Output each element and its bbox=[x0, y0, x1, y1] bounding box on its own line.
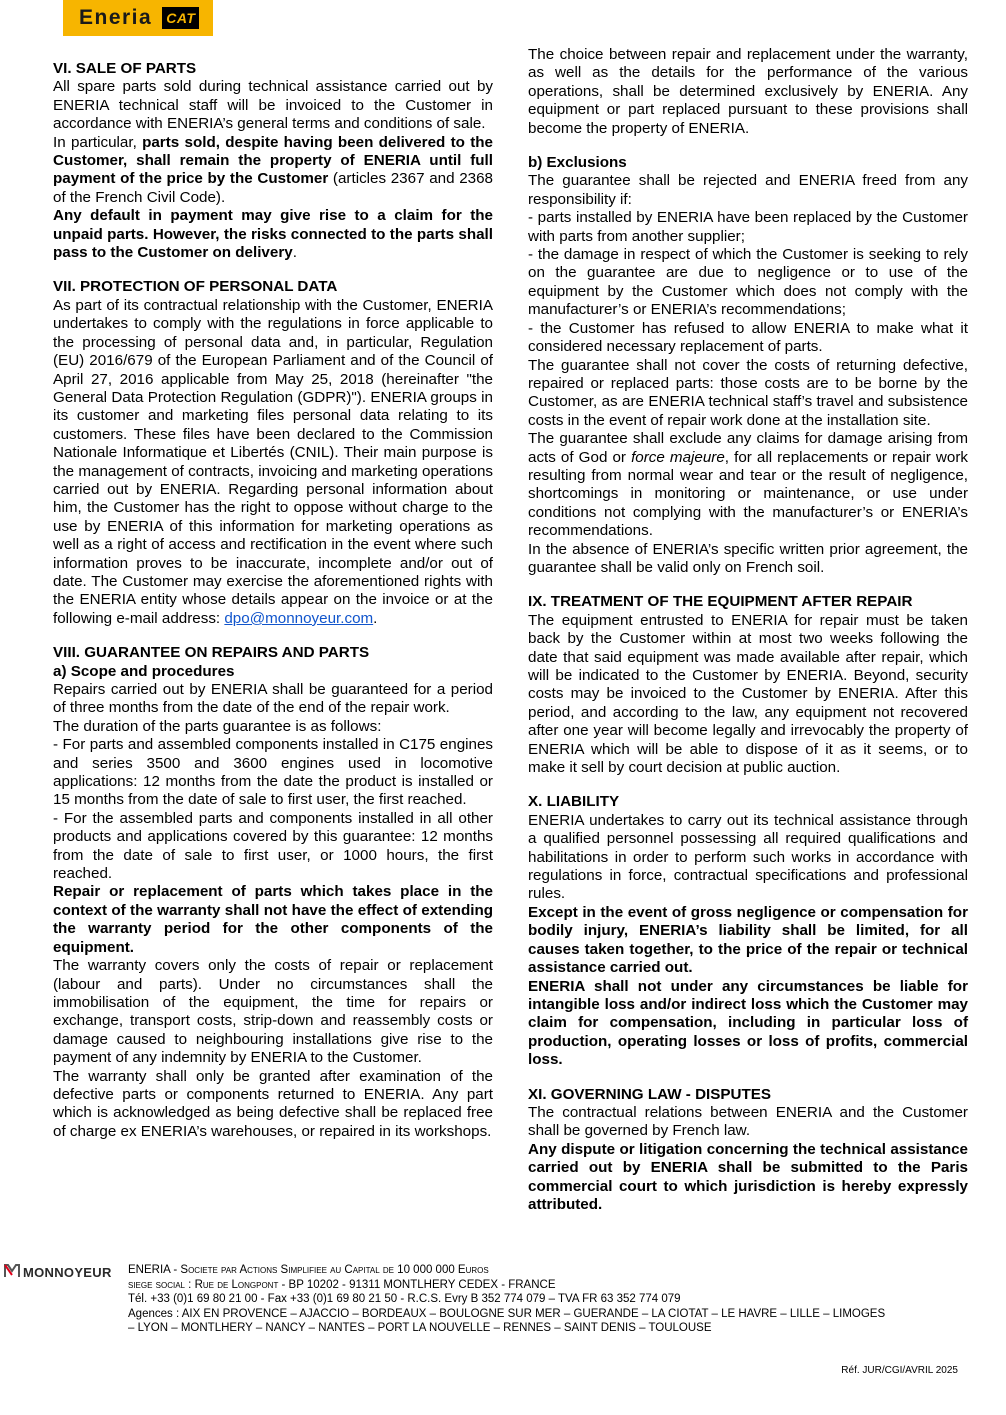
dpo-email-link[interactable]: dpo@monnoyeur.com bbox=[224, 609, 374, 627]
section-viii-b-subtitle: b) Exclusions bbox=[528, 154, 627, 172]
section-vii-title: VII. PROTECTION OF PERSONAL DATA bbox=[53, 278, 338, 296]
monnoyeur-logo bbox=[4, 1264, 112, 1281]
section-viii-paragraph: The warranty shall only be granted after examination of the defective parts or components returned to ENERIA. Any part which is acknowledged as being defective shall be replaced free of charge ex ENERIA’s warehouses, or repaired in its workshops. bbox=[53, 1067, 493, 1140]
monnoyeur-wordmark: MONNOYEUR bbox=[23, 1265, 112, 1280]
section-viii-paragraph: Repairs carried out by ENERIA shall be guaranteed for a period of three months from the date of the end of the repair work. bbox=[53, 681, 493, 717]
section-viii-paragraph: The choice between repair and replacement under the warranty, as well as the details for the performance of the various operations, shall be determined exclusively by ENERIA. Any equipment or part replaced pursuant to these provisions shall become the property of ENERIA. bbox=[528, 46, 968, 137]
section-ix-title: IX. TREATMENT OF THE EQUIPMENT AFTER REPAIR bbox=[528, 593, 913, 611]
eneria-cat-logo bbox=[63, 0, 213, 36]
section-vi-paragraph: All spare parts sold during technical assistance carried out by ENERIA technical staff will be invoiced to the Customer in accordance with ENERIA’s general terms and conditions of sale. bbox=[53, 78, 493, 133]
footer-company-info bbox=[128, 1263, 968, 1336]
section-x-paragraph: ENERIA undertakes to carry out its technical assistance through a qualified personnel possessing all required qualifications and habilitations in order to perform such works in accordance with regulations in force, contractual specifications and professional rules. bbox=[528, 811, 968, 903]
left-column bbox=[53, 60, 493, 1141]
exclusions-paragraph: - the damage in respect of which the Customer is seeking to rely on the guarantee are due to negligence or to use of the equipment by the Customer which does not comply with the manufacturer’s or ENERIA’s recommendations; bbox=[528, 246, 968, 319]
exclusions-paragraph: The guarantee shall be rejected and ENERIA freed from any responsibility if: bbox=[528, 172, 968, 208]
section-xi-title: XI. GOVERNING LAW - DISPUTES bbox=[528, 1085, 772, 1103]
section-viii-paragraph: The duration of the parts guarantee is as follows: bbox=[53, 717, 382, 735]
footer-line: ENERIA - Societe par Actions Simplifiee au Capital de 10 000 000 Euros bbox=[128, 1264, 489, 1276]
section-vi-paragraph: Any default in payment may give rise to a claim for the unpaid parts. However, the risks connected to the parts shall pass to the Customer on delivery. bbox=[53, 207, 493, 262]
section-vi-title: VI. SALE OF PARTS bbox=[53, 60, 197, 77]
cat-badge: CAT bbox=[162, 7, 199, 29]
footer-line: Agences : AIX EN PROVENCE – AJACCIO – BORDEAUX – BOULOGNE SUR MER – GUERANDE – LA CIOTAT – LE HAVRE – LILLE – LIMOGES bbox=[128, 1307, 886, 1320]
section-viii-a-subtitle: a) Scope and procedures bbox=[53, 662, 235, 680]
section-xi-paragraph: The contractual relations between ENERIA and the Customer shall be governed by French law. bbox=[528, 1103, 968, 1140]
section-x-paragraph: Except in the event of gross negligence or compensation for bodily injury, ENERIA’s liability shall be limited, for all causes taken together, to the price of the repair or technical assistance carried out. bbox=[528, 903, 968, 977]
exclusions-paragraph: The guarantee shall not cover the costs of returning defective, repaired or replaced parts: those costs are to be borne by the Customer, as are ENERIA technical staff’s travel and subsistence costs in the event of repair work done at the installation site. bbox=[528, 356, 968, 429]
footer-line: – LYON – MONTLHERY – NANCY – NANTES – PORT LA NOUVELLE – RENNES – SAINT DENIS – TOULOUSE bbox=[128, 1322, 712, 1335]
section-vi-paragraph: In particular, parts sold, despite having been delivered to the Customer, shall remain the property of ENERIA until full payment of the price by the Customer (articles 2367 and 2368 of the French Civil Code). bbox=[53, 133, 493, 206]
section-ix-paragraph: The equipment entrusted to ENERIA for repair must be taken back by the Customer within at most two weeks following the date that said equipment was made available after repair, which will be indicated to the Customer by ENERIA. Beyond, security costs may be invoiced to the Customer by ENERIA. After this period, and according to the law, any equipment not recovered after one year will become legally and irrevocably the property of ENERIA which will be able to dispose of it as it seems, or to make it sell by court decision at public auction. bbox=[528, 611, 968, 777]
eneria-wordmark: Eneria bbox=[79, 6, 153, 29]
section-viii-title: VIII. GUARANTEE ON REPAIRS AND PARTS bbox=[53, 644, 370, 662]
section-x-paragraph: ENERIA shall not under any circumstances be liable for intangible loss and/or indirect loss which the Customer may claim for compensation, including in particular loss of production, operating losses or loss of profits, commercial loss. bbox=[528, 977, 968, 1069]
section-viii-paragraph: - For parts and assembled components installed in C175 engines and series 3500 and 3600 engines used in locomotive applications: 12 months from the date the product is installed or 15 months from the date of sale to first user, the first reached. bbox=[53, 736, 493, 809]
exclusions-paragraph: - the Customer has refused to allow ENERIA to make what it considered necessary replacement of parts. bbox=[528, 319, 968, 356]
exclusions-paragraph: In the absence of ENERIA’s specific written prior agreement, the guarantee shall be valid only on French soil. bbox=[528, 540, 968, 576]
footer-line: Tél. +33 (0)1 69 80 21 00 - Fax +33 (0)1 69 80 21 50 - R.C.S. Evry B 352 774 079 – TVA FR 63 352 774 079 bbox=[128, 1293, 681, 1306]
monnoyeur-mark-icon bbox=[4, 1264, 20, 1281]
section-viii-paragraph: The warranty covers only the costs of repair or replacement (labour and parts). Under no circumstances shall the immobilisation of the equipment, the time for repairs or exchange, transport costs, strip-down and reassembly costs or damage caused to neighbouring installations give rise to the payment of any indemnity by ENERIA to the Customer. bbox=[53, 957, 493, 1067]
section-x-title: X. LIABILITY bbox=[528, 793, 620, 811]
footer-line: siege social : Rue de Longpont - BP 10202 - 91311 MONTLHERY CEDEX - FRANCE bbox=[128, 1278, 556, 1291]
section-viii-paragraph: Repair or replacement of parts which takes place in the context of the warranty shall not have the effect of extending the warranty period for the other components of the equipment. bbox=[53, 883, 493, 956]
section-vii-paragraph: As part of its contractual relationship with the Customer, ENERIA undertakes to comply with the regulations in force applicable to the processing of personal data and, in particular, Regulation (EU) 2016/679 of the European Parliament and of the Council of April 27, 2016 applicable from May 25, 2018 (hereinafter "the General Data Protection Regulation (GDPR)"). ENERIA groups in its customer and marketing files personal data relating to its customers. These files have been declared to the Commission Nationale Informatique et Libertés (CNIL). Their main purpose is the management of contracts, invoicing and marketing operations carried out by ENERIA. Regarding personal information about him, the Customer has the right to oppose without charge to the use by ENERIA of this information for marketing operations as well as a right of access and rectification in the event where such information proves to be inaccurate, incomplete and/or out of date. The Customer may exercise the aforementioned rights with the ENERIA entity whose details appear on the invoice or at the following e-mail address: dpo@monnoyeur.com. bbox=[53, 296, 493, 627]
exclusions-paragraph: - parts installed by ENERIA have been replaced by the Customer with parts from another supplier; bbox=[528, 209, 968, 245]
exclusions-paragraph: The guarantee shall exclude any claims for damage arising from acts of God or force majeure, for all replacements or repair work resulting from normal wear and tear or the result of negligence, shortcomings in monitoring or maintenance, or use under conditions not complying with the manufacturer’s or ENERIA’s recommendations. bbox=[528, 430, 969, 540]
section-xi-paragraph: Any dispute or litigation concerning the technical assistance carried out by ENERIA shall be submitted to the Paris commercial court to which jurisdiction is hereby expressly attributed. bbox=[528, 1140, 968, 1213]
section-viii-paragraph: - For the assembled parts and components installed in all other products and applications covered by this guarantee: 12 months from the date of sale to first user, or 1000 hours, the first reached. bbox=[53, 809, 493, 883]
document-reference: Réf. JUR/CGI/AVRIL 2025 bbox=[841, 1365, 958, 1376]
right-column bbox=[528, 46, 968, 1214]
